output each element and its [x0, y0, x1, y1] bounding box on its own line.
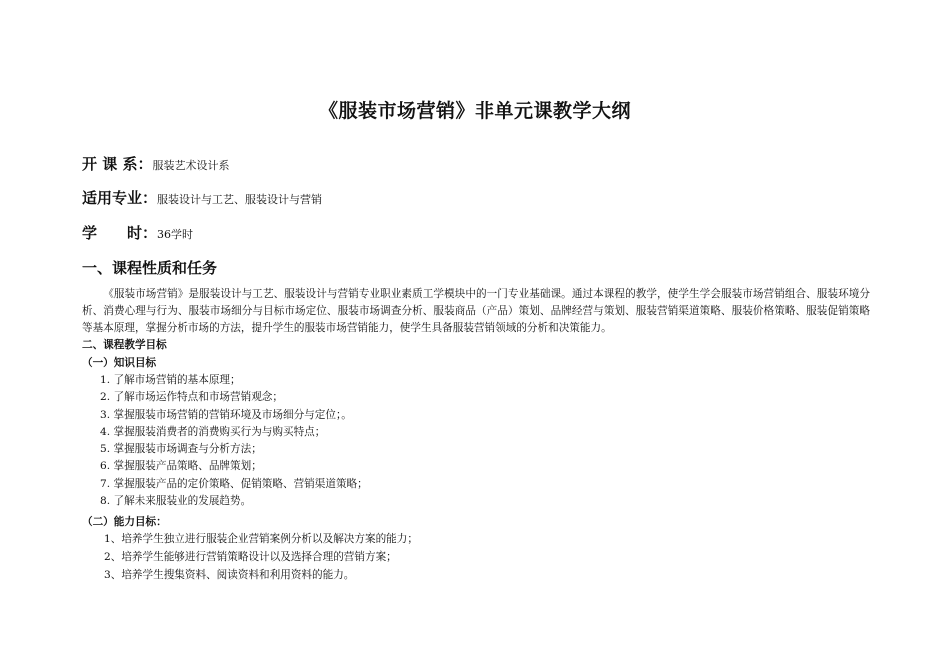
meta-hours — [82, 222, 193, 243]
list-item: 4. 掌握服装消费者的消费购买行为与购买特点； — [100, 425, 326, 438]
meta-hours-label: 学 时： — [82, 224, 158, 242]
meta-major — [82, 187, 322, 208]
list-item: 3. 掌握服装市场营销的营销环境及市场细分与定位；。 — [100, 408, 352, 421]
list-item: 3、培养学生搜集资料、阅读资料和利用资料的能力。 — [104, 569, 355, 581]
section1-heading: 一、课程性质和任务 — [82, 259, 218, 277]
meta-hours-value: 36学时 — [157, 228, 194, 241]
knowledge-goals-heading: （一）知识目标 — [82, 357, 157, 369]
ability-goals-heading: （二）能力目标： — [82, 516, 167, 528]
list-item: 8. 了解未来服装业的发展趋势。 — [100, 495, 252, 508]
document-title: 《服装市场营销》非单元课教学大纲 — [318, 100, 631, 122]
list-item: 5. 掌握服装市场调查与分析方法； — [100, 443, 262, 456]
ability-goals-list — [104, 530, 418, 584]
section2-heading: 二、课程教学目标 — [82, 339, 167, 351]
section1-paragraph: 《服装市场营销》是服装设计与工艺、服装设计与营销专业职业素质工学模块中的一门专业基础课。通过本课程的教学，使学生学会服装市场营销组合、服装环境分析、消费心理与行为、服装市场细分与目标市场定位、服装市场调查分析、服装商品（产品）策划、品牌经营与策划、服装营销渠道策略、服装价格策略、服装促销策略等基本原理，掌握分析市场的方法，提升学生的服装市场营销能力，使学生具备服装营销领域的分析和决策能力。 — [82, 288, 870, 334]
meta-major-label: 适用专业： — [82, 189, 158, 207]
list-item: 6. 掌握服装产品策略、品牌策划； — [100, 460, 262, 473]
list-item: 2. 了解市场运作特点和市场营销观念； — [100, 391, 283, 404]
meta-department-label: 开 课 系： — [82, 155, 153, 173]
knowledge-goals-list — [100, 372, 368, 510]
meta-department-value: 服装艺术设计系 — [152, 159, 230, 172]
list-item: 2、培养学生能够进行营销策略设计以及选择合理的营销方案； — [104, 551, 397, 563]
list-item: 1. 了解市场营销的基本原理； — [100, 374, 241, 386]
meta-department — [82, 153, 229, 174]
meta-major-value: 服装设计与工艺、服装设计与营销 — [157, 193, 323, 206]
list-item: 7. 掌握服装产品的定价策略、促销策略、营销渠道策略； — [100, 477, 368, 490]
list-item: 1、培养学生独立进行服装企业营销案例分析以及解决方案的能力； — [104, 533, 418, 545]
